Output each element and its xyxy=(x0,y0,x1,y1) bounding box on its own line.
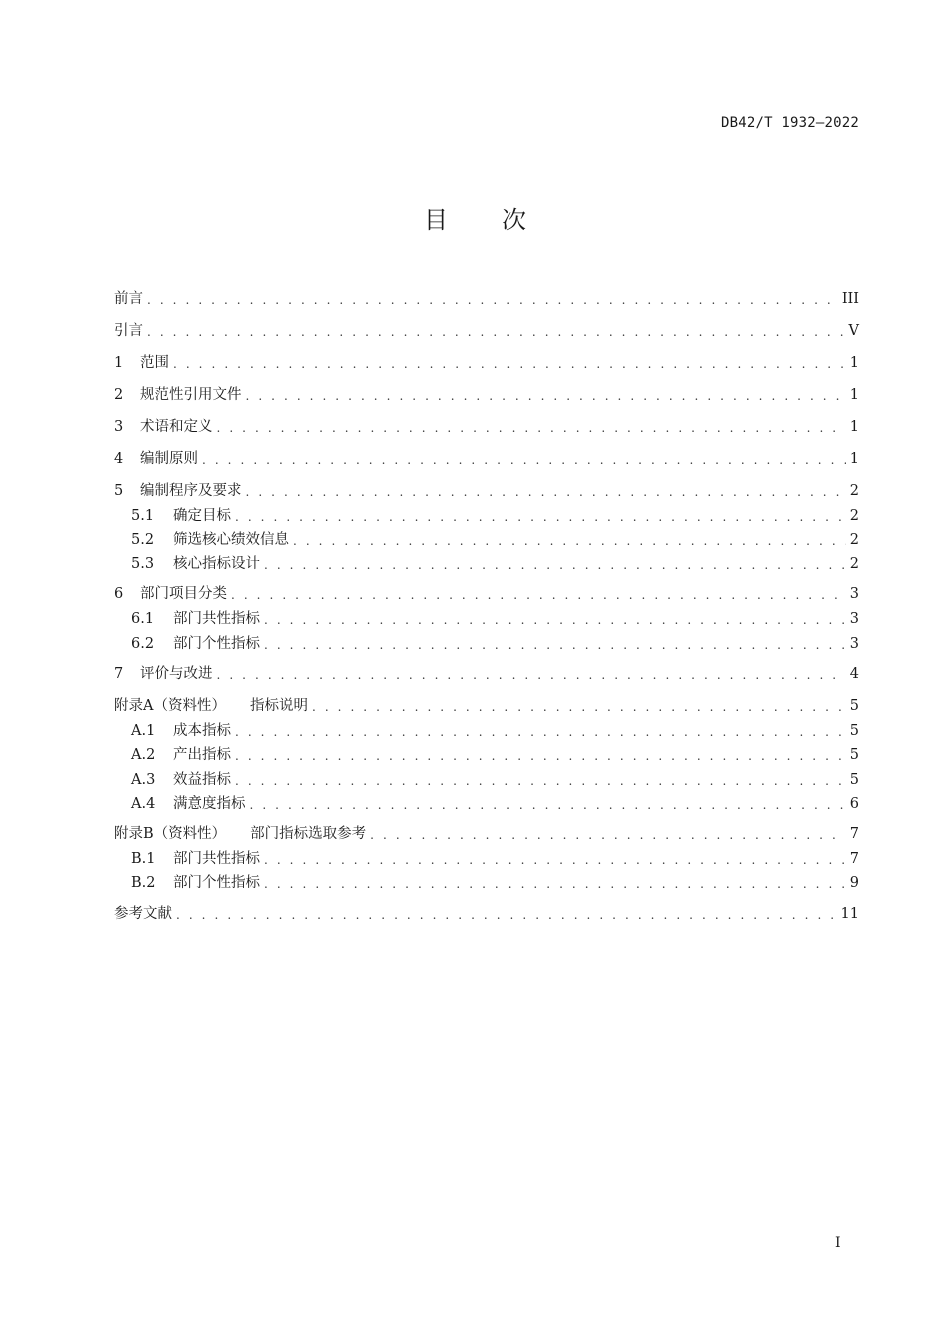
toc-dot-leader xyxy=(250,796,846,814)
toc-entry[interactable] xyxy=(114,584,859,604)
toc-entry-number: A.1 xyxy=(131,723,156,739)
toc-entry-page: 2 xyxy=(849,556,859,572)
toc-entry-page: 6 xyxy=(849,796,859,812)
toc-entry[interactable] xyxy=(114,481,859,501)
toc-entry[interactable] xyxy=(114,353,859,373)
toc-entry-number: A.3 xyxy=(131,772,156,788)
toc-entry[interactable] xyxy=(114,824,859,844)
toc-entry-page: 5 xyxy=(849,747,859,763)
toc-entry-number: 7 xyxy=(114,666,124,682)
toc-entry-number: 3 xyxy=(114,419,124,435)
toc-entry-page: 1 xyxy=(849,419,859,435)
toc-entry-page: 7 xyxy=(849,826,859,842)
toc-entry[interactable] xyxy=(131,849,859,869)
toc-entry[interactable] xyxy=(114,696,859,716)
toc-entry-label: 效益指标 xyxy=(173,772,231,788)
toc-entry-label: 满意度指标 xyxy=(173,796,246,812)
toc-dot-leader xyxy=(264,556,846,574)
toc-entry-label: 指标说明 xyxy=(249,698,308,714)
toc-entry-page: III xyxy=(841,291,859,307)
toc-entry[interactable] xyxy=(114,449,859,469)
toc-entry-label: 筛选核心绩效信息 xyxy=(173,532,289,548)
toc-entry[interactable] xyxy=(114,385,859,405)
standard-code: DB42/T 1932—2022 xyxy=(720,115,859,131)
toc-entry-number: 6 xyxy=(114,586,124,602)
toc-dot-leader xyxy=(264,851,846,869)
toc-entry-number: 附录B（资料性） xyxy=(114,826,227,842)
toc-entry-label: 部门指标选取参考 xyxy=(250,826,367,842)
toc-entry-number: 2 xyxy=(114,387,124,403)
page-title xyxy=(0,200,950,235)
toc-entry-label: 部门个性指标 xyxy=(173,875,260,891)
toc-entry-label: 前言 xyxy=(114,291,143,307)
toc-entry-page: 2 xyxy=(849,508,859,524)
toc-entry-label: 引言 xyxy=(114,323,143,339)
toc-entry-number: A.4 xyxy=(131,796,156,812)
toc-entry-label: 术语和定义 xyxy=(140,419,213,435)
toc-dot-leader xyxy=(173,355,846,373)
toc-dot-leader xyxy=(312,698,846,716)
toc-entry-number: 5.2 xyxy=(131,532,155,548)
toc-dot-leader xyxy=(235,723,846,741)
toc-dot-leader xyxy=(246,483,846,501)
toc-entry-number: B.1 xyxy=(131,851,156,867)
toc-entry-page: 3 xyxy=(849,636,859,652)
toc-entry-label: 产出指标 xyxy=(173,747,231,763)
toc-entry[interactable] xyxy=(131,745,859,765)
toc-entry[interactable] xyxy=(114,904,859,924)
title-char-1: 目 xyxy=(424,206,448,234)
toc-entry-page: 5 xyxy=(849,698,859,714)
toc-entry-number: 附录A（资料性） xyxy=(114,698,226,714)
toc-entry-label: 规范性引用文件 xyxy=(140,387,242,403)
toc-entry-number: 5.1 xyxy=(131,508,155,524)
toc-entry-number: 5.3 xyxy=(131,556,155,572)
toc-entry[interactable] xyxy=(114,417,859,437)
toc-entry[interactable] xyxy=(131,721,859,741)
toc-entry-number: 5 xyxy=(114,483,124,499)
toc-entry-number: A.2 xyxy=(131,747,156,763)
toc-dot-leader xyxy=(235,508,846,526)
toc-entry-label: 确定目标 xyxy=(173,508,231,524)
toc-dot-leader xyxy=(264,611,846,629)
toc-entry-page: 1 xyxy=(849,387,859,403)
toc-entry[interactable] xyxy=(131,609,859,629)
toc-entry-page: 3 xyxy=(849,611,859,627)
toc-entry-page: 1 xyxy=(849,451,859,467)
toc-dot-leader xyxy=(235,772,846,790)
toc-dot-leader xyxy=(176,906,837,924)
toc-dot-leader xyxy=(264,636,846,654)
toc-entry[interactable] xyxy=(131,794,859,814)
toc-entry-label: 部门个性指标 xyxy=(173,636,260,652)
toc-entry-label: 成本指标 xyxy=(173,723,231,739)
toc-entry-number: 6.2 xyxy=(131,636,155,652)
toc-dot-leader xyxy=(147,291,838,309)
toc-entry[interactable] xyxy=(114,664,859,684)
toc-entry-number: 4 xyxy=(114,451,124,467)
toc-dot-leader xyxy=(147,323,845,341)
toc-entry-number: 1 xyxy=(114,355,124,371)
toc-entry[interactable] xyxy=(131,554,859,574)
toc-entry[interactable] xyxy=(131,530,859,550)
toc-entry-label: 部门共性指标 xyxy=(173,611,260,627)
toc-entry-label: 参考文献 xyxy=(114,906,172,922)
toc-entry[interactable] xyxy=(114,321,859,341)
toc-entry-page: 9 xyxy=(849,875,859,891)
toc-entry-label: 部门项目分类 xyxy=(140,586,227,602)
toc-dot-leader xyxy=(217,666,846,684)
toc-dot-leader xyxy=(293,532,846,550)
toc-entry-label: 编制原则 xyxy=(140,451,198,467)
toc-entry-page: 4 xyxy=(849,666,859,682)
toc-dot-leader xyxy=(235,747,846,765)
toc-entry-page: 2 xyxy=(849,483,859,499)
toc-entry[interactable] xyxy=(131,634,859,654)
toc-entry-page: 7 xyxy=(849,851,859,867)
toc-dot-leader xyxy=(370,826,846,844)
toc-entry-page: 5 xyxy=(849,723,859,739)
toc-dot-leader xyxy=(217,419,846,437)
toc-entry-label: 范围 xyxy=(140,355,169,371)
toc-entry-page: 11 xyxy=(840,906,859,922)
toc-entry-label: 部门共性指标 xyxy=(173,851,260,867)
title-char-2: 次 xyxy=(502,206,526,234)
toc-entry[interactable] xyxy=(131,873,859,893)
toc-entry-page: 2 xyxy=(849,532,859,548)
toc-dot-leader xyxy=(264,875,846,893)
toc-dot-leader xyxy=(231,586,846,604)
toc-entry-number: 6.1 xyxy=(131,611,155,627)
page-number: I xyxy=(835,1235,841,1251)
toc-entry-label: 核心指标设计 xyxy=(173,556,260,572)
toc-entry-label: 评价与改进 xyxy=(140,666,213,682)
toc-entry-number: B.2 xyxy=(131,875,156,891)
toc-entry-page: 5 xyxy=(849,772,859,788)
toc-entry-page: 1 xyxy=(849,355,859,371)
toc-dot-leader xyxy=(246,387,846,405)
toc-entry[interactable] xyxy=(114,289,859,309)
toc-entry-page: V xyxy=(848,323,859,339)
toc-entry-label: 编制程序及要求 xyxy=(140,483,242,499)
toc-entry[interactable] xyxy=(131,770,859,790)
toc-entry-page: 3 xyxy=(849,586,859,602)
toc-entry[interactable] xyxy=(131,506,859,526)
toc-dot-leader xyxy=(202,451,846,469)
